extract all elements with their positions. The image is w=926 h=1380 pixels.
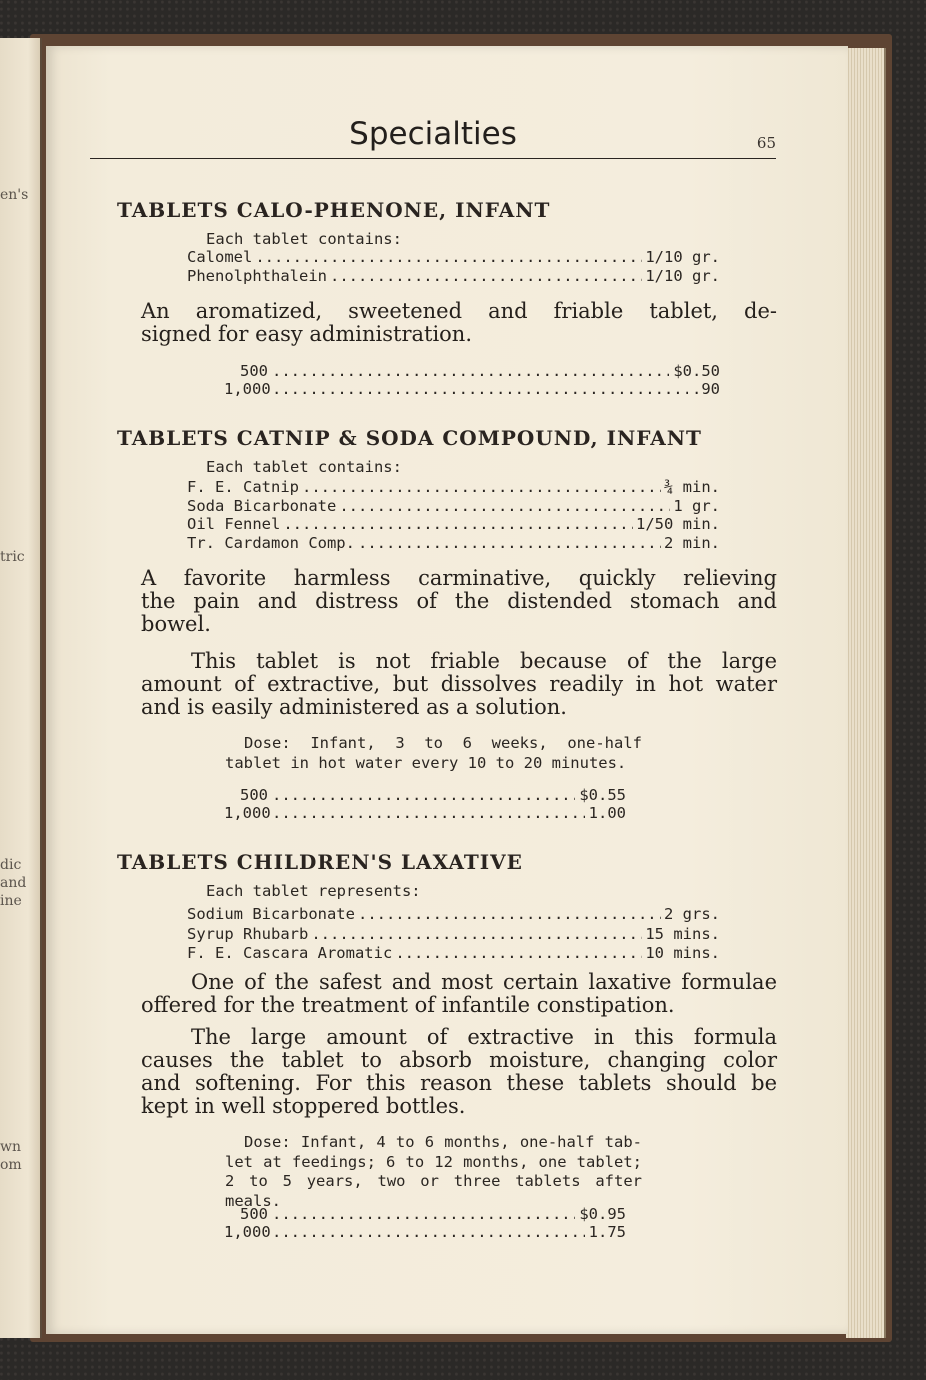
paragraph-line: The large amount of extractive in this formula [191, 1025, 777, 1049]
ingredient-name: Calomel [187, 248, 253, 266]
margin-fragment: and [0, 875, 27, 891]
price-quantity: 500 [240, 362, 268, 380]
price-value: $0.55 [579, 786, 626, 804]
paragraph-line: This tablet is not friable because of the large [191, 649, 777, 673]
paragraph-line: kept in well stoppered bottles. [141, 1094, 466, 1118]
price-quantity: 1,000 [224, 804, 271, 822]
leader-dots [255, 248, 642, 266]
margin-fragment: ine [0, 893, 22, 909]
paragraph-line: and is easily administered as a solution. [141, 695, 567, 719]
paragraph-line: offered for the treatment of infantile constipation. [141, 993, 675, 1017]
leader-dots [358, 534, 661, 552]
margin-fragment: wn [0, 1139, 21, 1155]
paragraph-line: causes the tablet to absorb moisture, changing color [141, 1048, 777, 1072]
page-block-edge [846, 48, 886, 1338]
leader-dots [395, 944, 642, 962]
price-row [224, 804, 626, 822]
dose-line: Dose: Infant, 4 to 6 months, one-half tab- [244, 1133, 642, 1151]
dose-line: tablet in hot water every 10 to 20 minutes. [225, 753, 627, 772]
description-paragraph [141, 567, 777, 636]
price-row [224, 380, 720, 398]
paragraph-line: amount of extractive, but dissolves readily in hot water [141, 672, 777, 696]
ingredient-amount: ¾ min. [664, 478, 720, 496]
margin-fragment: tric [0, 549, 25, 565]
description-paragraph [141, 1026, 777, 1118]
description-paragraph [141, 300, 777, 346]
price-row [224, 362, 720, 380]
price-value: .90 [692, 380, 720, 398]
ingredient-row [187, 944, 720, 962]
ingredient-row [187, 267, 720, 285]
dose-line: let at feedings; 6 to 12 months, one tablet; [225, 1152, 642, 1171]
page-header [90, 112, 776, 159]
ingredient-row [187, 248, 720, 266]
leader-dots [272, 1205, 575, 1223]
price-value: 1.75 [588, 1223, 626, 1241]
ingredient-name: Sodium Bicarbonate [187, 905, 355, 923]
section-heading: TABLETS CALO-PHENONE, INFANT [117, 198, 551, 222]
dose-line: 2 to 5 years, two or three tablets after meals. [225, 1172, 642, 1210]
ingredient-amount: 1 gr. [673, 497, 720, 515]
contains-label: Each tablet represents: [206, 882, 421, 900]
ingredient-amount: 15 mins. [645, 925, 720, 943]
paragraph-line: and softening. For this reason these tablets should be [141, 1071, 777, 1095]
paragraph-line: signed for easy administration. [141, 322, 473, 346]
ingredient-row [187, 534, 720, 552]
price-quantity: 500 [240, 786, 268, 804]
paragraph-line: One of the safest and most certain laxative formulae [191, 970, 777, 994]
page-number: 65 [756, 134, 776, 152]
leader-dots [272, 1223, 585, 1241]
ingredient-amount: 1/50 min. [636, 515, 720, 533]
price-row [224, 1205, 626, 1223]
paragraph-line: bowel. [141, 612, 211, 636]
leader-dots [339, 497, 670, 515]
margin-fragment: om [0, 1157, 22, 1173]
paragraph-line: An aromatized, sweetened and friable tablet, de- [141, 299, 777, 323]
margin-fragment: dic [0, 857, 22, 873]
ingredient-row [187, 905, 720, 923]
price-row [224, 1223, 626, 1241]
page-title: Specialties [349, 116, 517, 152]
ingredient-name: Tr. Cardamon Comp. [187, 534, 355, 552]
ingredient-name: F. E. Catnip [187, 478, 299, 496]
dose-line: Dose: Infant, 3 to 6 weeks, one-half [244, 734, 642, 752]
leader-dots [272, 362, 669, 380]
description-paragraph [141, 650, 777, 719]
contains-label: Each tablet contains: [206, 458, 402, 476]
ingredient-row [187, 515, 720, 533]
ingredient-row [187, 478, 720, 496]
leader-dots [358, 905, 661, 923]
section-heading: TABLETS CATNIP & SODA COMPOUND, INFANT [117, 426, 702, 450]
ingredient-amount: 1/10 gr. [645, 267, 720, 285]
ingredient-row [187, 497, 720, 515]
left-page-edge [0, 38, 42, 1338]
ingredient-row [187, 925, 720, 943]
price-quantity: 500 [240, 1205, 268, 1223]
leader-dots [311, 925, 642, 943]
paragraph-line: A favorite harmless carminative, quickly relieving [141, 566, 777, 590]
paragraph-line: the pain and distress of the distended stomach and [141, 589, 777, 613]
price-value: 1.00 [588, 804, 626, 822]
price-quantity: 1,000 [224, 1223, 271, 1241]
ingredient-amount: 2 min. [664, 534, 720, 552]
ingredient-name: Oil Fennel [187, 515, 281, 533]
price-value: $0.50 [673, 362, 720, 380]
description-paragraph [141, 971, 777, 1017]
dose-text [225, 734, 642, 773]
ingredient-amount: 2 grs. [664, 905, 720, 923]
ingredient-name: F. E. Cascara Aromatic [187, 944, 393, 962]
price-row [224, 786, 626, 804]
leader-dots [283, 515, 633, 533]
ingredient-name: Phenolphthalein [187, 267, 327, 285]
leader-dots [302, 478, 661, 496]
price-value: $0.95 [579, 1205, 626, 1223]
ingredient-amount: 10 mins. [645, 944, 720, 962]
leader-dots [330, 267, 642, 285]
ingredient-name: Syrup Rhubarb [187, 925, 309, 943]
contains-label: Each tablet contains: [206, 230, 402, 248]
leader-dots [272, 804, 585, 822]
margin-fragment: en's [0, 187, 29, 203]
ingredient-name: Soda Bicarbonate [187, 497, 337, 515]
leader-dots [272, 380, 688, 398]
ingredient-amount: 1/10 gr. [645, 248, 720, 266]
leader-dots [272, 786, 575, 804]
price-quantity: 1,000 [224, 380, 271, 398]
dose-text [225, 1133, 642, 1211]
section-heading: TABLETS CHILDREN'S LAXATIVE [117, 850, 523, 874]
book-page [46, 46, 848, 1334]
